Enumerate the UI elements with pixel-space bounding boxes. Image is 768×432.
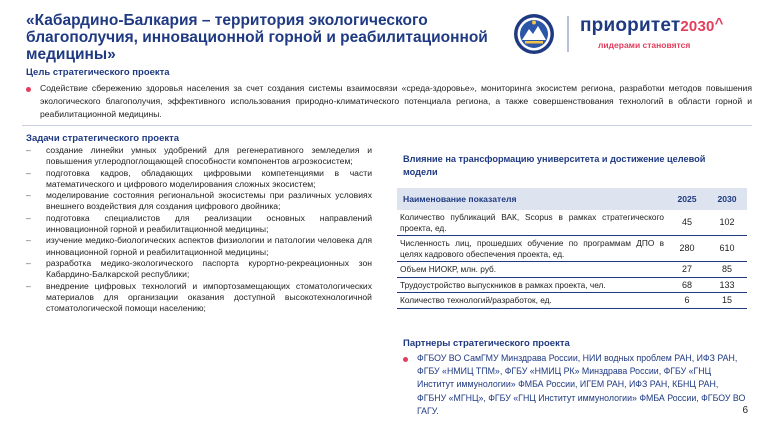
- dash-icon: –: [26, 235, 31, 246]
- partners-block: [403, 352, 748, 418]
- list-item: [26, 145, 372, 168]
- indicators-table: [397, 188, 747, 309]
- list-item: [26, 168, 372, 191]
- dash-icon: –: [26, 280, 31, 291]
- section-divider: [22, 125, 752, 126]
- dash-icon: –: [26, 145, 31, 155]
- dash-icon: –: [26, 257, 31, 268]
- table-row: [397, 262, 747, 278]
- table-row: [397, 236, 747, 262]
- value-2030: 85: [707, 262, 747, 278]
- dash-icon: –: [26, 190, 31, 201]
- tasks-heading: Задачи стратегического проекта: [26, 133, 180, 144]
- bullet-dot-icon: [403, 357, 408, 362]
- table-header-row: [397, 188, 747, 210]
- value-2030: 133: [707, 277, 747, 293]
- col-header-2025: 2025: [667, 188, 707, 210]
- list-item: [26, 213, 372, 236]
- task-text: подготовка специалистов для реализации основных направлений инновационной горной и реабилитационной медицины;: [46, 212, 372, 235]
- brand-word: приоритет: [580, 15, 681, 36]
- partners-text: ФГБОУ ВО СамГМУ Минздрава России, НИИ водных проблем РАН, ИФЗ РАН, ФГБУ «НМИЦ ТПМ», ФГБУ «НМИЦ РК» Минздрава России, ФГБУ «ГНЦ Институт иммунологии» ФМБА России, ИГЕМ РАН, ИФЗ РАН, КБНЦ РАН, ФГБНУ «МГНЦ», ФГБУ «ГНЦ Институт иммунологии» ФМБА России, ФГБОУ ВО ГАГУ.: [417, 353, 746, 416]
- brand-year: 2030: [680, 18, 715, 35]
- value-2025: 45: [667, 210, 707, 236]
- task-text: создание линейки умных удобрений для регенеративного земледелия и повышения углеродпоглощающей способности компонентов агроэкосистем;: [46, 145, 372, 167]
- table-row: [397, 277, 747, 293]
- bullet-dot-icon: [26, 87, 31, 92]
- task-text: внедрение цифровых технологий и импортозамещающих стоматологических материалов для организации оказания доступной высокотехнологичной стоматологической помощи населению;: [46, 280, 372, 314]
- brand-logo: [580, 15, 724, 37]
- indicator-name: Количество публикаций ВАК, Scopus в рамках стратегического проекта, ед.: [397, 210, 667, 236]
- goal-block: [26, 82, 752, 121]
- col-header-name: Наименование показателя: [397, 188, 667, 210]
- value-2030: 610: [707, 236, 747, 262]
- page-title: «Кабардино-Балкария – территория экологического благополучия, инновационной горной и реабилитационной медицины»: [26, 12, 488, 63]
- value-2025: 6: [667, 293, 707, 309]
- value-2025: 280: [667, 236, 707, 262]
- list-item: [26, 190, 372, 213]
- col-header-2030: 2030: [707, 188, 747, 210]
- header-divider: [567, 16, 569, 52]
- impact-heading: Влияние на трансформацию университета и достижение целевой модели: [403, 154, 706, 177]
- table-row: [397, 210, 747, 236]
- task-text: разработка медико-экологического паспорта курортно-рекреационных зон Кабардино-Балкарской республики;: [46, 257, 372, 280]
- page-number: 6: [742, 405, 748, 416]
- indicator-name: Численность лиц, прошедших обучение по программам ДПО в целях кадрового обеспечения проекта, ед.: [397, 236, 667, 262]
- indicator-name: Количество технологий/разработок, ед.: [397, 293, 667, 309]
- value-2025: 27: [667, 262, 707, 278]
- indicator-name: Объем НИОКР, млн. руб.: [397, 262, 667, 278]
- goal-heading: Цель стратегического проекта: [26, 67, 170, 78]
- dash-icon: –: [26, 212, 31, 223]
- tasks-list: [26, 145, 372, 314]
- task-text: изучение медико-биологических аспектов физиологии и патологии человека для инновационной горной и реабилитационной медицины;: [46, 235, 372, 257]
- dash-icon: –: [26, 167, 31, 178]
- value-2030: 102: [707, 210, 747, 236]
- goal-text: Содействие сбережению здоровья населения за счет создания системы взаимосвязи «среда-здоровье», мониторинга экосистем региона, разработки методов повышения экологического благополучия, эффективного использования природно-климатического потенциала региона, а также совершенствования технологий в области горной и реабилитационной медицины.: [40, 83, 752, 119]
- task-text: моделирование состояния региональной экосистемы при различных условиях внешнего воздействия для создания цифрового двойника;: [46, 190, 372, 212]
- list-item: [26, 258, 372, 281]
- brand-slogan: лидерами становятся: [598, 40, 691, 50]
- table-row: [397, 293, 747, 309]
- university-emblem-icon: [513, 13, 555, 55]
- list-item: [26, 235, 372, 258]
- task-text: подготовка кадров, обладающих цифровыми компетенциями в части математического и цифрового моделирования сложных экосистем;: [46, 167, 372, 189]
- list-item: [26, 281, 372, 315]
- partners-heading: Партнеры стратегического проекта: [403, 338, 570, 349]
- value-2030: 15: [707, 293, 747, 309]
- brand-caret: ^: [714, 15, 724, 32]
- indicator-name: Трудоустройство выпускников в рамках проекта, чел.: [397, 277, 667, 293]
- value-2025: 68: [667, 277, 707, 293]
